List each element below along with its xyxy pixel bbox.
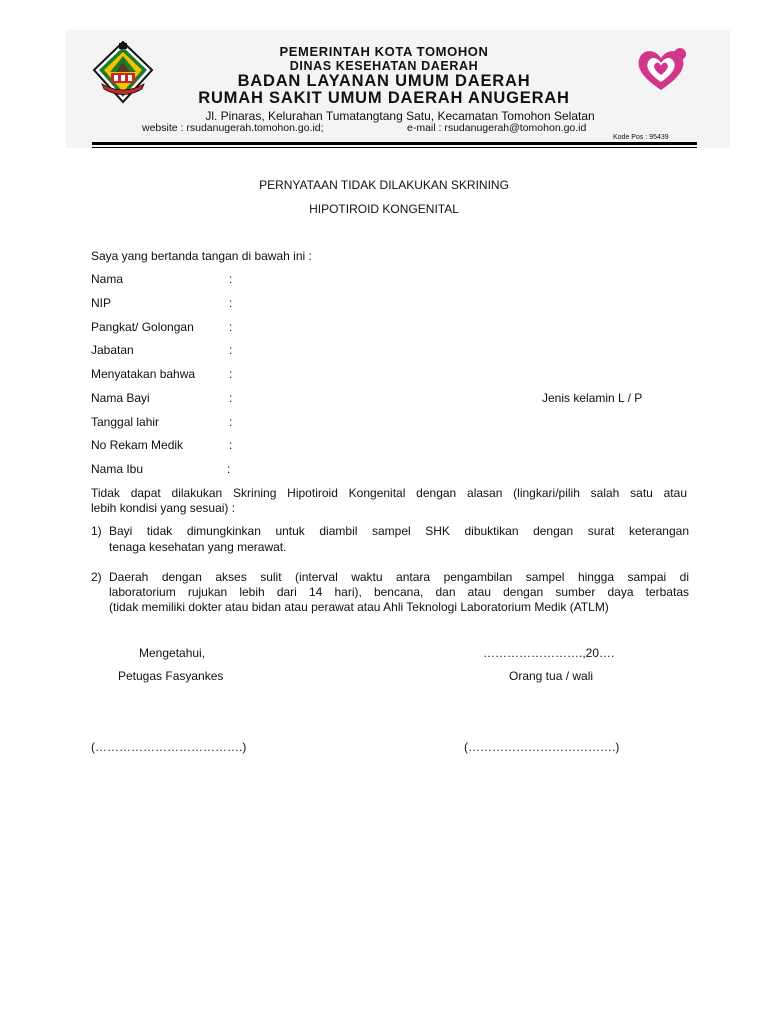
reason-intro-line1: Tidak dapat dilakukan Skrining Hipotiroid Kongenital dengan alasan (lingkari/pilih salah satu atau <box>91 486 687 500</box>
document-title: PERNYATAAN TIDAK DILAKUKAN SKRINING <box>259 178 509 192</box>
letterhead-divider-thick <box>92 142 697 145</box>
field-colon: : <box>229 367 233 381</box>
reason2-number: 2) <box>91 570 102 584</box>
right-signature-line: (……………………………….) <box>464 740 620 754</box>
letterhead-website: website : rsudanugerah.tomohon.go.id; <box>142 122 324 134</box>
letterhead-agency: BADAN LAYANAN UMUM DAERAH <box>237 72 531 90</box>
left-signature-line: (……………………………….) <box>91 740 247 754</box>
document-subtitle: HIPOTIROID KONGENITAL <box>309 202 459 216</box>
field-colon: : <box>229 415 233 429</box>
reason1-number: 1) <box>91 524 102 538</box>
date-place-line: …………………….,20…. <box>483 646 615 660</box>
right-signer-role: Orang tua / wali <box>509 669 594 683</box>
left-signer-role: Petugas Fasyankes <box>118 669 224 683</box>
gender-label: Jenis kelamin L / P <box>542 391 643 405</box>
letterhead-email: e-mail : rsudanugerah@tomohon.go.id <box>407 122 587 134</box>
letterhead-postal-code: Kode Pos : 95439 <box>613 134 669 141</box>
letterhead-government: PEMERINTAH KOTA TOMOHON <box>279 44 489 59</box>
field-label-nama: Nama <box>91 272 124 286</box>
field-label-menyatakan-bahwa: Menyatakan bahwa <box>91 367 196 381</box>
reason2-line1: Daerah dengan akses sulit (interval waktu antara pengambilan sampel hingga sampai di <box>109 570 689 584</box>
reason1-line2: tenaga kesehatan yang merawat. <box>109 540 287 554</box>
field-label-pangkat-golongan: Pangkat/ Golongan <box>91 320 194 334</box>
letterhead-address: Jl. Pinaras, Kelurahan Tumatangtang Satu, Kecamatan Tomohon Selatan <box>205 109 595 123</box>
field-colon: : <box>229 272 233 286</box>
letterhead-department: DINAS KESEHATAN DAERAH <box>289 59 479 73</box>
acknowledged-label: Mengetahui, <box>139 646 206 660</box>
intro-text: Saya yang bertanda tangan di bawah ini : <box>91 249 312 263</box>
reason2-line2: laboratorium rujukan lebih dari 14 hari), bencana, dan atau dengan sumber daya terbatas <box>109 585 689 599</box>
field-colon: : <box>229 320 233 334</box>
field-colon: : <box>229 391 233 405</box>
letterhead-hospital-name: RUMAH SAKIT UMUM DAERAH ANUGERAH <box>198 89 570 107</box>
field-label-no-rekam-medik: No Rekam Medik <box>91 438 184 452</box>
letterhead-divider-thin <box>92 147 697 148</box>
field-label-nip: NIP <box>91 296 112 310</box>
reason2-line3: (tidak memiliki dokter atau bidan atau perawat atau Ahli Teknologi Laboratorium Medik (ATLM) <box>109 600 609 614</box>
reason-intro-line2: lebih kondisi yang sesuai) : <box>91 501 236 515</box>
field-colon: : <box>229 296 233 310</box>
field-colon: : <box>229 438 233 452</box>
reason1-line1: Bayi tidak dimungkinkan untuk diambil sampel SHK dibuktikan dengan surat keterangan <box>109 524 689 538</box>
field-label-nama-ibu: Nama Ibu <box>91 462 144 476</box>
field-label-jabatan: Jabatan <box>91 343 134 357</box>
field-colon: : <box>227 462 231 476</box>
field-label-tanggal-lahir: Tanggal lahir <box>91 415 160 429</box>
field-colon: : <box>229 343 233 357</box>
field-label-nama-bayi: Nama Bayi <box>91 391 150 405</box>
